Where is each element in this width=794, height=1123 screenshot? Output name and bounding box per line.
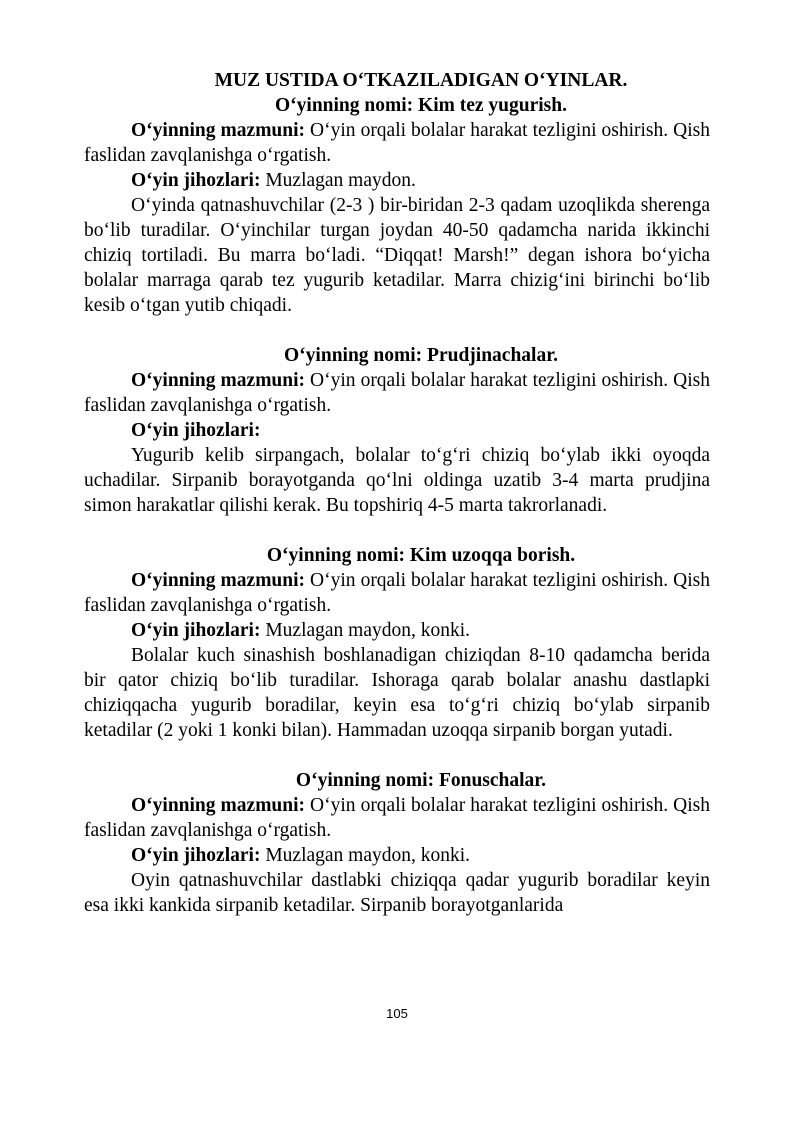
game-equipment-paragraph: [84, 618, 710, 643]
game-name: O‘yinning nomi: Fonuschalar.: [295, 770, 547, 791]
content-text: O‘yin orqali bolalar harakat tezligini oshirish. Qish faslidan zavqlanishga o‘rgatish.: [84, 120, 710, 166]
spacer: [84, 743, 710, 768]
game-content-paragraph: [84, 568, 710, 618]
equipment-label: O‘yin jihozlari:: [131, 170, 261, 191]
game-name: O‘yinning nomi: Kim tez yugurish.: [275, 95, 567, 116]
equipment-label: O‘yin jihozlari:: [131, 420, 261, 441]
spacer: [84, 518, 710, 543]
content-text: O‘yin orqali bolalar harakat tezligini oshirish. Qish faslidan zavqlanishga o‘rgatish.: [84, 370, 710, 416]
content-label: O‘yinning mazmuni:: [131, 120, 306, 141]
content-text: O‘yin orqali bolalar harakat tezligini oshirish. Qish faslidan zavqlanishga o‘rgatish.: [84, 570, 710, 616]
equipment-text: Muzlagan maydon, konki.: [260, 620, 471, 641]
game-description: Yugurib kelib sirpangach, bolalar to‘g‘ri chiziq bo‘ylab ikki oyoqda uchadilar. Sirpanib borayotganda qo‘lni oldinga uzatib 3-4 marta prudjina simon harakatlar qilishi kerak. Bu topshiriq 4-5 marta takrorlanadi.: [84, 445, 710, 516]
game-description: O‘yinda qatnashuvchilar (2-3 ) bir-biridan 2-3 qadam uzoqlikda sherenga bo‘lib turadilar. O‘yinchilar turgan joydan 40-50 qadamcha narida ikkinchi chiziq tortiladi. Bu marra bo‘ladi. “Diqqat! Marsh!” degan ishora bo‘yicha bolalar marraga qarab tez yugurib ketadilar. Marra chizig‘ini birinchi bo‘lib kesib o‘tgan yutib chiqadi.: [84, 195, 710, 316]
equipment-text: Muzlagan maydon.: [260, 170, 416, 191]
content-label: O‘yinning mazmuni:: [131, 370, 306, 391]
equipment-text: Muzlagan maydon, konki.: [260, 845, 471, 866]
document-page: [84, 68, 710, 918]
game-equipment-paragraph: [84, 168, 710, 193]
content-text: O‘yin orqali bolalar harakat tezligini oshirish. Qish faslidan zavqlanishga o‘rgatish.: [84, 795, 710, 841]
game-block: [84, 93, 710, 318]
game-content-paragraph: [84, 368, 710, 418]
game-description: Oyin qatnashuvchilar dastlabki chiziqqa qadar yugurib boradilar keyin esa ikki kankida sirpanib ketadilar. Sirpanib borayotganlarida: [84, 870, 710, 916]
game-description: Bolalar kuch sinashish boshlanadigan chiziqdan 8-10 qadamcha berida bir qator chiziq bo‘lib turadilar. Ishoraga qarab bolalar anashu dastlapki chiziqqacha yugurib boradilar, keyin esa to‘g‘ri chiziq bo‘ylab sirpanib ketadilar (2 yoki 1 konki bilan). Hammadan uzoqqa sirpanib borgan yutadi.: [84, 645, 710, 741]
equipment-label: O‘yin jihozlari:: [131, 845, 261, 866]
game-equipment-paragraph: [84, 418, 710, 443]
game-name: O‘yinning nomi: Prudjinachalar.: [284, 345, 558, 366]
section-heading: MUZ USTIDA O‘TKAZILADIGAN O‘YINLAR.: [214, 70, 628, 91]
game-name: O‘yinning nomi: Kim uzoqqa borish.: [266, 545, 576, 566]
game-block: [84, 768, 710, 918]
game-content-paragraph: [84, 118, 710, 168]
game-block: [84, 343, 710, 518]
page-number: 105: [386, 1006, 408, 1021]
content-label: O‘yinning mazmuni:: [131, 795, 306, 816]
game-block: [84, 543, 710, 743]
equipment-label: O‘yin jihozlari:: [131, 620, 261, 641]
spacer: [84, 318, 710, 343]
game-content-paragraph: [84, 793, 710, 843]
game-equipment-paragraph: [84, 843, 710, 868]
content-label: O‘yinning mazmuni:: [131, 570, 306, 591]
